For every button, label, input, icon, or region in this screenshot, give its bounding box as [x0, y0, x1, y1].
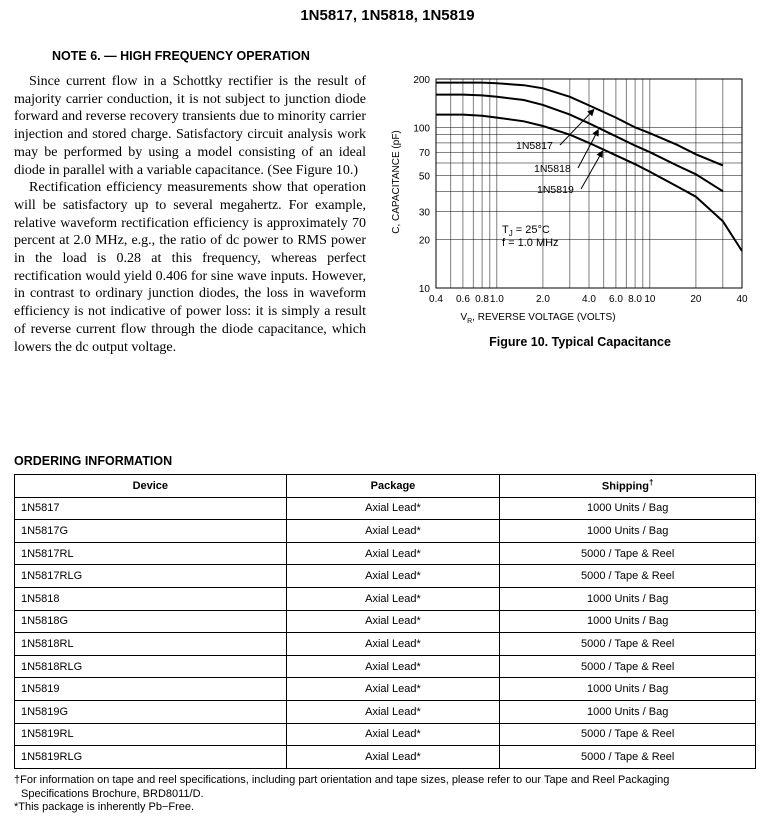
table-row: [15, 700, 756, 723]
ordering-heading: ORDERING INFORMATION: [14, 454, 173, 468]
table-row: [15, 587, 756, 610]
page-title: 1N5817, 1N5818, 1N5819: [300, 7, 475, 24]
cell-package: Axial Lead*: [286, 542, 500, 565]
table-row: [15, 655, 756, 678]
cell-shipping: 1000 Units / Bag: [500, 520, 756, 543]
y-tick-label: 30: [418, 207, 430, 219]
cell-package: Axial Lead*: [286, 610, 500, 633]
cell-package: Axial Lead*: [286, 700, 500, 723]
cell-device: 1N5818G: [15, 610, 287, 633]
x-tick-label: 2.0: [535, 294, 550, 305]
condition-tj-sub: J: [508, 229, 513, 238]
table-row: [15, 610, 756, 633]
cell-shipping: 5000 / Tape & Reel: [500, 723, 756, 746]
cell-device: 1N5817G: [15, 520, 287, 543]
cell-shipping: 5000 / Tape & Reel: [500, 655, 756, 678]
cell-device: 1N5819: [15, 678, 287, 701]
cell-device: 1N5817RL: [15, 542, 287, 565]
x-tick-label: 0.4: [429, 294, 443, 305]
cell-package: Axial Lead*: [286, 565, 500, 588]
column-package: Package: [286, 475, 500, 498]
cell-device: 1N5818RL: [15, 633, 287, 656]
cell-package: Axial Lead*: [286, 723, 500, 746]
cell-package: Axial Lead*: [286, 587, 500, 610]
column-shipping: [500, 475, 756, 498]
x-tick-label: 8.0: [628, 294, 643, 305]
footnote-dagger-line2: Specifications Brochure, BRD8011/D.: [21, 787, 204, 800]
x-axis-label-sub: R: [467, 318, 473, 325]
capacitance-chart: [384, 68, 764, 330]
condition-tj-rest: = 25°C: [512, 224, 550, 236]
note-heading: NOTE 6. — HIGH FREQUENCY OPERATION: [52, 49, 310, 63]
cell-device: 1N5818: [15, 587, 287, 610]
cell-shipping: 5000 / Tape & Reel: [500, 746, 756, 769]
shipping-dagger: †: [648, 478, 654, 488]
x-axis-label-rest: , REVERSE VOLTAGE (VOLTS): [472, 312, 616, 323]
y-axis-label: C, CAPACITANCE (pF): [391, 130, 402, 234]
series-label-1n5817: 1N5817: [516, 140, 553, 152]
cell-shipping: 1000 Units / Bag: [500, 497, 756, 520]
cell-package: Axial Lead*: [286, 520, 500, 543]
y-tick-label: 70: [418, 148, 430, 160]
cell-device: 1N5817: [15, 497, 287, 520]
column-shipping-label: Shipping: [601, 481, 649, 494]
cell-device: 1N5818RLG: [15, 655, 287, 678]
table-row: [15, 746, 756, 769]
note-paragraph-2: Rectification efficiency measurements show that operation will be satisfactory up to several megahertz. For example, relative waveform rectification efficiency is approximately 70 percent at 2.0 MHz, e.g., the ratio of dc power to RMS power in the load is 0.28 at this frequency, whereas perfect rectification would yield 0.406 for sine wave inputs. However, in contrast to ordinary junction diodes, the loss in waveform efficiency is not indicative of power loss: it is simply a result of reverse current flow through the diode capacitance, which lowers the dc output voltage.: [14, 180, 366, 355]
cell-shipping: 1000 Units / Bag: [500, 678, 756, 701]
table-row: [15, 497, 756, 520]
series-pointer-1n5818: [578, 130, 598, 168]
cell-package: Axial Lead*: [286, 497, 500, 520]
y-tick-label: 20: [418, 235, 430, 247]
x-axis-label-v: V: [460, 312, 468, 323]
x-tick-label: 1.0: [489, 294, 504, 305]
footnote-dagger-line1: †For information on tape and reel specifications, including part orientation and tape sizes, please refer to our Tape and Reel Packaging: [14, 774, 670, 786]
cell-shipping: 1000 Units / Bag: [500, 610, 756, 633]
cell-device: 1N5819RL: [15, 723, 287, 746]
series-label-1n5819: 1N5819: [537, 184, 574, 196]
note-paragraph-1: Since current flow in a Schottky rectifier is the result of majority carrier conduction, it is not subject to junction diode forward and reverse recovery transients due to minority carrier injection and stored charge. Satisfactory circuit analysis work may be performed by using a model consisting of an ideal diode in parallel with a variable capacitance. (See Figure 10.): [14, 74, 366, 178]
x-tick-label: 10: [644, 294, 656, 305]
table-row: [15, 565, 756, 588]
chart-ticks: [413, 75, 748, 305]
x-tick-label: 6.0: [608, 294, 623, 305]
x-axis-label: [460, 312, 615, 325]
cell-package: Axial Lead*: [286, 678, 500, 701]
table-row: [15, 678, 756, 701]
cell-shipping: 5000 / Tape & Reel: [500, 565, 756, 588]
x-tick-label: 4.0: [582, 294, 596, 305]
y-tick-label: 100: [413, 123, 430, 135]
footnotes: [14, 774, 764, 815]
column-device: Device: [15, 475, 287, 498]
cell-device: 1N5819G: [15, 700, 287, 723]
table-row: [15, 520, 756, 543]
y-tick-label: 200: [413, 75, 430, 86]
y-tick-label: 50: [418, 171, 430, 183]
ordering-body: [15, 497, 756, 768]
x-tick-label: 40: [736, 294, 748, 305]
table-header-row: [15, 475, 756, 498]
cell-package: Axial Lead*: [286, 746, 500, 769]
table-row: [15, 633, 756, 656]
condition-tj-t: T: [502, 224, 509, 236]
footnote-asterisk: *This package is inherently Pb−Free.: [14, 801, 195, 813]
cell-shipping: 5000 / Tape & Reel: [500, 542, 756, 565]
series-label-1n5818: 1N5818: [534, 163, 571, 175]
condition-frequency: f = 1.0 MHz: [502, 237, 559, 249]
cell-device: 1N5817RLG: [15, 565, 287, 588]
note-body: [14, 73, 366, 356]
cell-shipping: 1000 Units / Bag: [500, 587, 756, 610]
cell-shipping: 5000 / Tape & Reel: [500, 633, 756, 656]
condition-tj: [502, 224, 550, 238]
x-tick-label: 20: [690, 294, 702, 305]
chart-grid: [436, 79, 742, 288]
cell-device: 1N5819RLG: [15, 746, 287, 769]
x-tick-label: 0.6: [455, 294, 470, 305]
ordering-table: [14, 474, 756, 769]
figure-caption: Figure 10. Typical Capacitance: [489, 335, 671, 349]
table-row: [15, 723, 756, 746]
cell-package: Axial Lead*: [286, 633, 500, 656]
x-tick-label: 0.8: [475, 294, 490, 305]
cell-shipping: 1000 Units / Bag: [500, 700, 756, 723]
y-tick-label: 10: [418, 284, 430, 295]
table-row: [15, 542, 756, 565]
cell-package: Axial Lead*: [286, 655, 500, 678]
